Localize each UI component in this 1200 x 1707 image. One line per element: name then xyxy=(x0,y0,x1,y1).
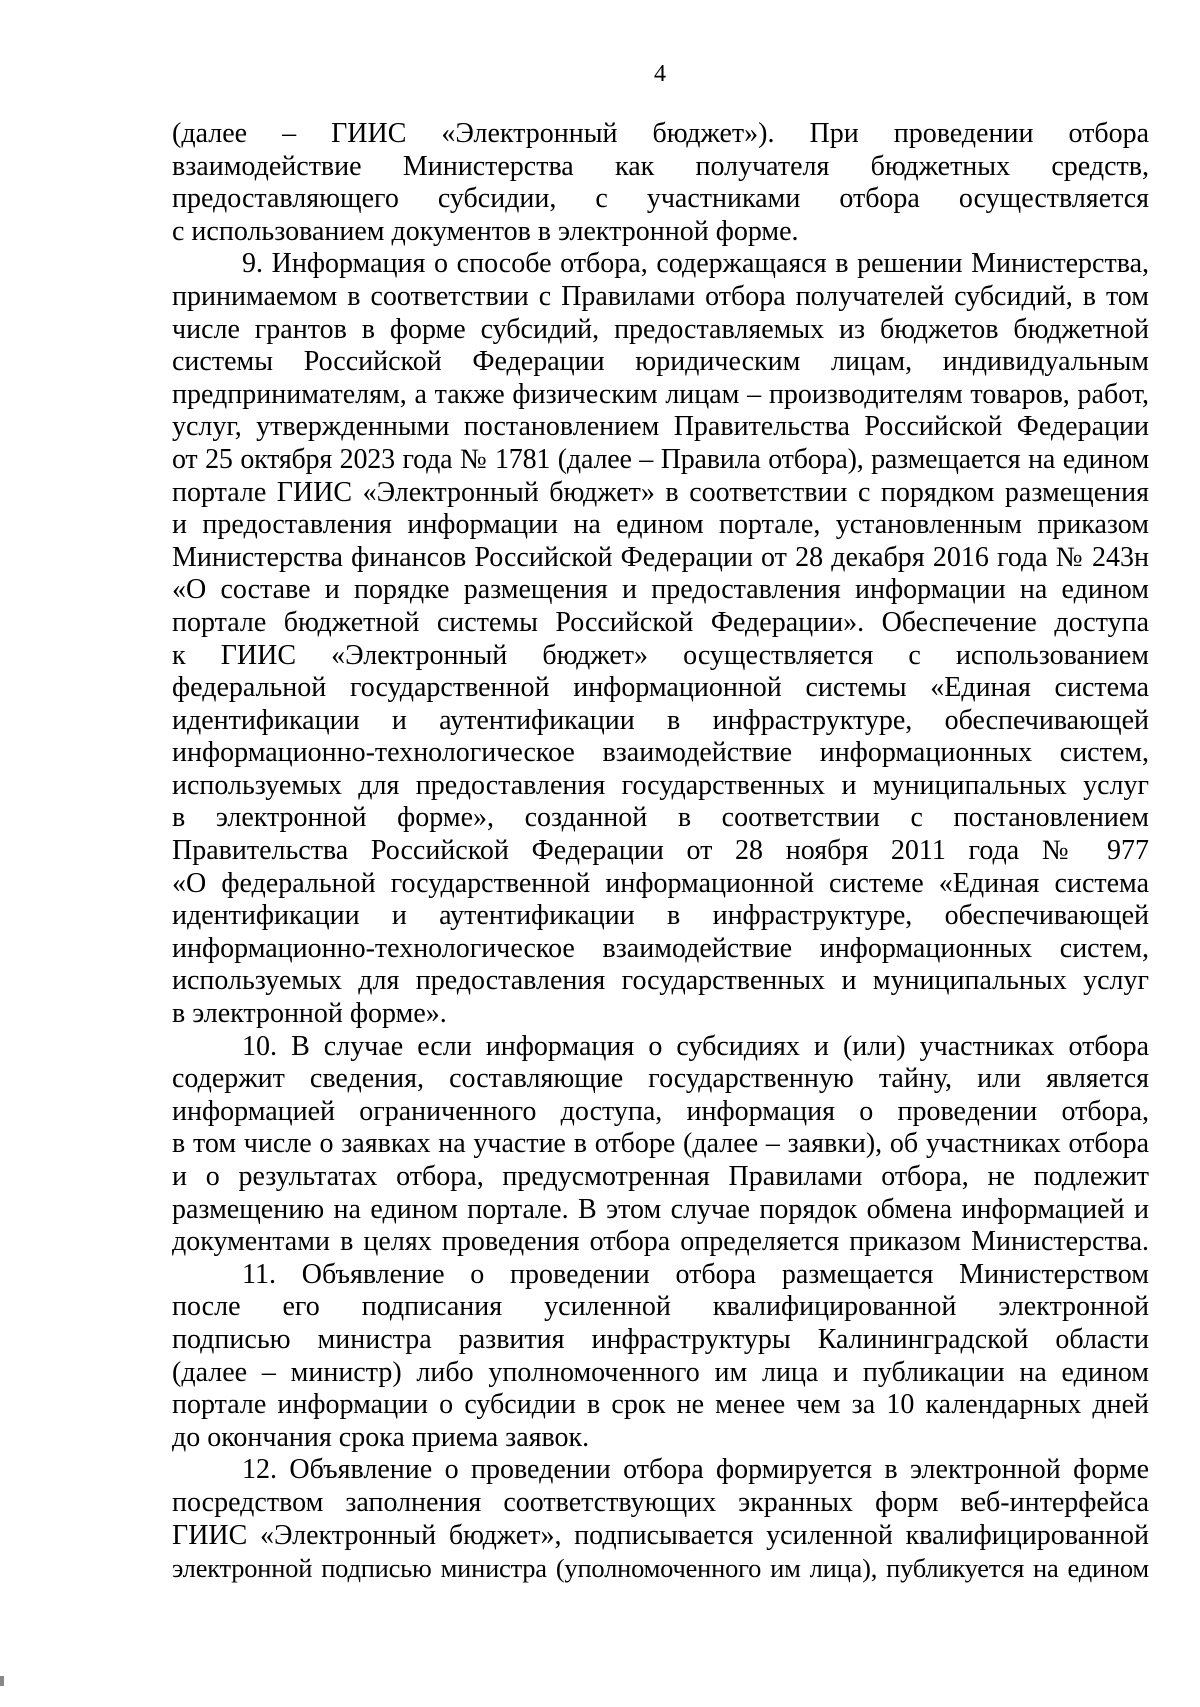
text-line: используемых для предоставления государственных и муниципальных услуг xyxy=(172,769,1149,801)
text-line: 11. Объявление о проведении отбора размещается Министерством xyxy=(242,1258,1149,1290)
text-line: после его подписания усиленной квалифицированной электронной xyxy=(172,1291,1149,1323)
text-line: 12. Объявление о проведении отбора формируется в электронной форме xyxy=(242,1454,1149,1486)
text-line: электронной подписью министра (уполномоченного им лица), публикуется на едином xyxy=(172,1553,1149,1584)
page-number: 4 xyxy=(654,61,666,87)
text-line: информацией ограниченного доступа, информация о проведении отбора, xyxy=(172,1095,1149,1127)
text-line: портале информации о субсидии в срок не менее чем за 10 календарных дней xyxy=(172,1389,1149,1421)
text-line: портале бюджетной системы Российской Федерации». Обеспечение доступа xyxy=(172,606,1149,638)
text-line: (далее – министр) либо уполномоченного им лица и публикации на едином xyxy=(172,1356,1149,1388)
text-line: «О составе и порядке размещения и предоставления информации на едином xyxy=(172,574,1149,606)
text-line: в электронной форме». xyxy=(172,998,447,1030)
text-line: (далее – ГИИС «Электронный бюджет»). При проведении отбора xyxy=(172,118,1149,149)
text-line: посредством заполнения соответствующих экранных форм веб-интерфейса xyxy=(172,1486,1149,1518)
scan-edge-mark xyxy=(0,1676,4,1686)
text-line: подписью министра развития инфраструктуры Калининградской области xyxy=(172,1323,1149,1355)
text-line: к ГИИС «Электронный бюджет» осуществляется с использованием xyxy=(172,639,1149,671)
text-line: взаимодействие Министерства как получателя бюджетных средств, xyxy=(172,150,1149,182)
text-line: размещению на едином портале. В этом случае порядок обмена информацией и xyxy=(172,1193,1149,1225)
text-line: используемых для предоставления государственных и муниципальных услуг xyxy=(172,965,1149,997)
text-line: системы Российской Федерации юридическим лицам, индивидуальным xyxy=(172,346,1149,378)
text-line: ГИИС «Электронный бюджет», подписывается усиленной квалифицированной xyxy=(172,1519,1149,1551)
text-line: информационно-технологическое взаимодействие информационных систем, xyxy=(172,737,1149,769)
text-line: 10. В случае если информация о субсидиях и (или) участниках отбора xyxy=(242,1030,1149,1062)
text-line: идентификации и аутентификации в инфраструктуре, обеспечивающей xyxy=(172,704,1149,736)
text-line: информационно-технологическое взаимодействие информационных систем, xyxy=(172,932,1149,964)
text-line: 9. Информация о способе отбора, содержащаяся в решении Министерства, xyxy=(242,248,1149,280)
text-line: Министерства финансов Российской Федерации от 28 декабря 2016 года № 243н xyxy=(172,541,1149,573)
text-line: документами в целях проведения отбора определяется приказом Министерства. xyxy=(172,1226,1149,1258)
text-line: и о результатах отбора, предусмотренная Правилами отбора, не подлежит xyxy=(172,1161,1149,1192)
text-line: федеральной государственной информационной системы «Единая система xyxy=(172,672,1149,704)
text-line: принимаемом в соответствии с Правилами отбора получателей субсидий, в том xyxy=(172,280,1149,312)
text-line: с использованием документов в электронной форме. xyxy=(172,215,799,247)
text-line: услуг, утвержденными постановлением Правительства Российской Федерации xyxy=(172,411,1149,443)
text-line: и предоставления информации на едином портале, установленным приказом xyxy=(172,509,1149,541)
document-body xyxy=(172,118,1149,1585)
text-line: предоставляющего субсидии, с участниками отбора осуществляется xyxy=(172,183,1149,215)
text-line: портале ГИИС «Электронный бюджет» в соответствии с порядком размещения xyxy=(172,476,1149,508)
text-line: до окончания срока приема заявок. xyxy=(172,1421,590,1453)
text-line: идентификации и аутентификации в инфраструктуре, обеспечивающей xyxy=(172,900,1149,932)
text-line: числе грантов в форме субсидий, предоставляемых из бюджетов бюджетной xyxy=(172,313,1149,345)
text-line: содержит сведения, составляющие государственную тайну, или является xyxy=(172,1063,1149,1095)
text-line: Правительства Российской Федерации от 28 ноября 2011 года № 977 xyxy=(172,835,1149,867)
text-line: в электронной форме», созданной в соответствии с постановлением xyxy=(172,802,1149,834)
text-line: в том числе о заявках на участие в отборе (далее – заявки), об участниках отбора xyxy=(172,1128,1149,1160)
text-line: от 25 октября 2023 года № 1781 (далее – Правила отбора), размещается на едином xyxy=(172,443,1149,475)
text-line: предпринимателям, а также физическим лицам – производителям товаров, работ, xyxy=(172,378,1149,410)
text-line: «О федеральной государственной информационной системе «Единая система xyxy=(172,867,1149,899)
